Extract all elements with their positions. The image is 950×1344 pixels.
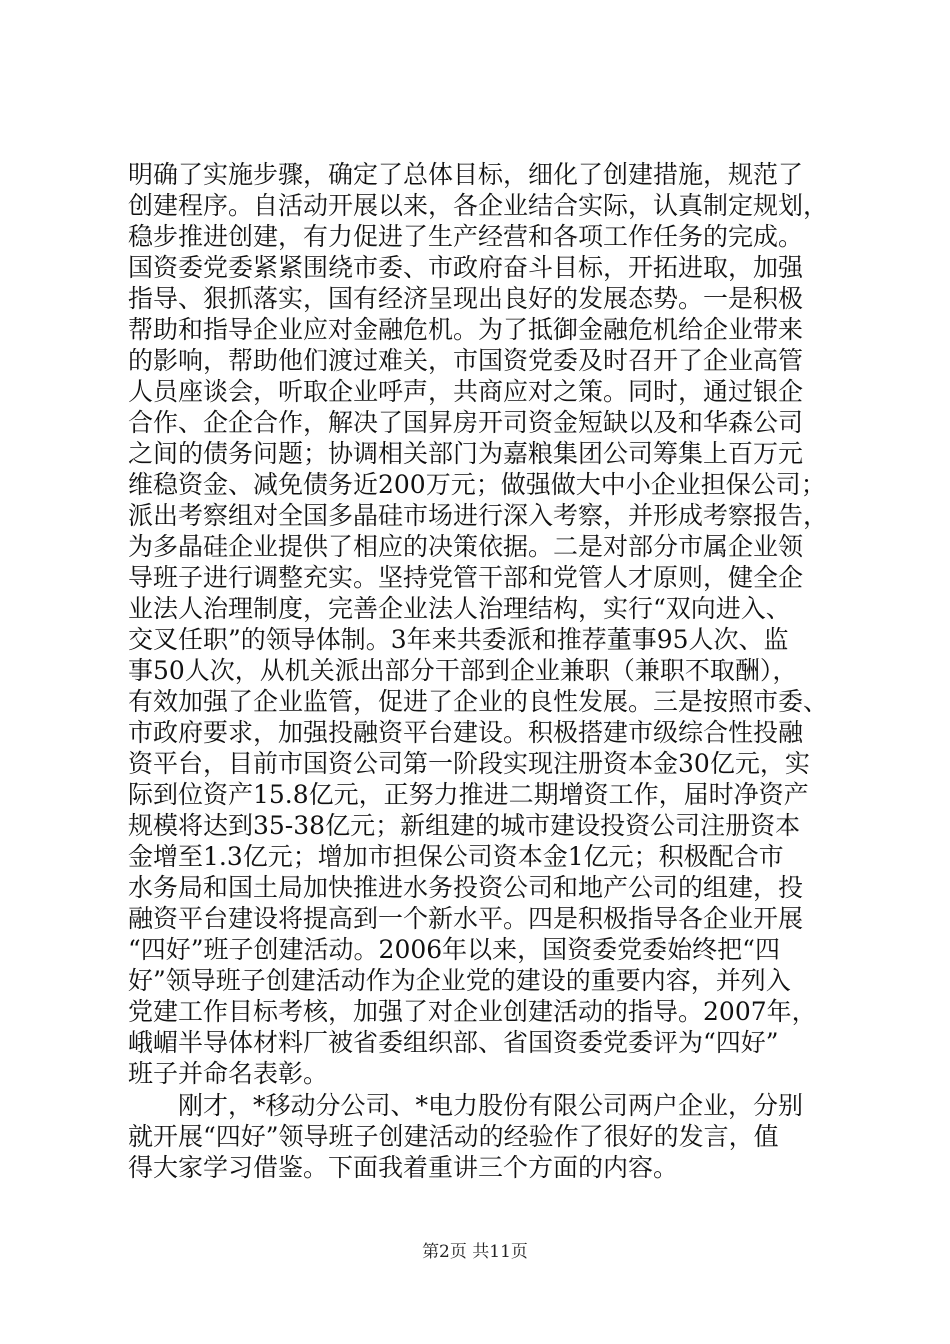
text-line: 维稳资金、减免债务近200万元；做强做大中小企业担保公司； (128, 470, 826, 499)
text-line: 人员座谈会，听取企业呼声，共商应对之策。同时，通过银企 (128, 377, 804, 406)
text-line: 明确了实施步骤，确定了总体目标，细化了创建措施，规范了 (128, 160, 804, 189)
text-line: “四好”班子创建活动。2006年以来，国资委党委始终把“四 (128, 935, 780, 964)
text-line: 党建工作目标考核，加强了对企业创建活动的指导。2007年， (128, 997, 817, 1026)
text-line: 的影响，帮助他们渡过难关，市国资党委及时召开了企业高管 (128, 346, 804, 375)
text-line: 创建程序。自活动开展以来，各企业结合实际，认真制定规划， (128, 191, 829, 220)
text-line: 合作、企企合作，解决了国昇房开司资金短缺以及和华森公司 (128, 408, 804, 437)
text-line: 业法人治理制度，完善企业法人治理结构，实行“双向进入、 (128, 594, 791, 623)
text-line: 指导、狠抓落实，国有经济呈现出良好的发展态势。一是积极 (128, 284, 804, 313)
text-line: 稳步推进创建，有力促进了生产经营和各项工作任务的完成。 (128, 222, 804, 251)
text-line: 得大家学习借鉴。下面我着重讲三个方面的内容。 (128, 1153, 679, 1182)
text-line: 市政府要求，加强投融资平台建设。积极搭建市级综合性投融 (128, 718, 804, 747)
text-line: 金增至1.3亿元；增加市担保公司资本金1亿元；积极配合市 (128, 842, 784, 871)
text-line: 好”领导班子创建活动作为企业党的建设的重要内容，并列入 (128, 966, 791, 995)
page-footer: 第2页 共11页 (422, 1242, 528, 1262)
text-line: 峨嵋半导体材料厂被省委组织部、省国资委党委评为“四好” (128, 1028, 779, 1057)
text-line: 水务局和国土局加快推进水务投资公司和地产公司的组建，投 (128, 873, 804, 902)
text-line: 导班子进行调整充实。坚持党管干部和党管人才原则，健全企 (128, 563, 804, 592)
text-line: 际到位资产15.8亿元，正努力推进二期增资工作，届时净资产 (128, 780, 809, 809)
text-line: 交叉任职”的领导体制。3年来共委派和推荐董事95人次、监 (128, 625, 789, 654)
text-line: 资平台，目前市国资公司第一阶段实现注册资本金30亿元，实 (128, 749, 810, 778)
text-line: 派出考察组对全国多晶硅市场进行深入考察，并形成考察报告， (128, 501, 829, 530)
text-line: 融资平台建设将提高到一个新水平。四是积极指导各企业开展 (128, 904, 804, 933)
text-line: 刚才，*移动分公司、*电力股份有限公司两户企业，分别 (128, 1091, 804, 1120)
text-line: 有效加强了企业监管，促进了企业的良性发展。三是按照市委、 (128, 687, 829, 716)
text-line: 之间的债务问题；协调相关部门为嘉粮集团公司筹集上百万元 (128, 439, 804, 468)
text-line: 为多晶硅企业提供了相应的决策依据。二是对部分市属企业领 (128, 532, 804, 561)
text-line: 就开展“四好”领导班子创建活动的经验作了很好的发言，值 (128, 1122, 779, 1151)
text-line: 国资委党委紧紧围绕市委、市政府奋斗目标，开拓进取，加强 (128, 253, 804, 282)
text-line: 班子并命名表彰。 (128, 1059, 329, 1088)
text-line: 事50人次，从机关派出部分干部到企业兼职（兼职不取酬）， (128, 656, 798, 685)
text-line: 规模将达到35-38亿元；新组建的城市建设投资公司注册资本 (128, 811, 801, 840)
text-line: 帮助和指导企业应对金融危机。为了抵御金融危机给企业带来 (128, 315, 804, 344)
